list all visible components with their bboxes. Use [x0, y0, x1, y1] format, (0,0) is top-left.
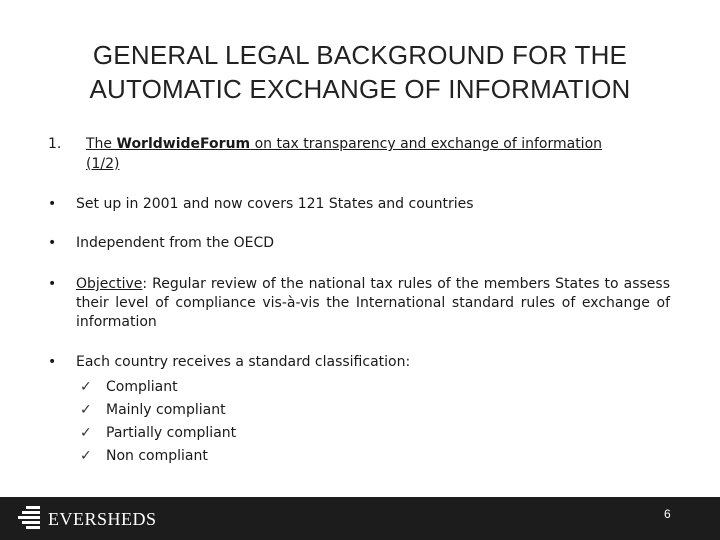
- heading-bold-forum: Forum: [200, 136, 251, 152]
- bullet-item: [48, 275, 670, 332]
- check-icon: ✓: [80, 448, 92, 464]
- bullet-item: [48, 234, 670, 253]
- list-item: [76, 422, 670, 445]
- page-number: 6: [664, 507, 671, 521]
- slide-title: [40, 38, 680, 106]
- bullet-dot: •: [48, 276, 57, 292]
- bullet-text: Each country receives a standard classification:: [76, 354, 411, 370]
- bullet-dot: •: [48, 235, 57, 251]
- classification-list: [76, 376, 670, 468]
- bullet-text: Set up in 2001 and now covers 121 States and countries: [76, 196, 474, 212]
- heading-rest: on tax transparency and exchange of information: [250, 136, 603, 152]
- classification-label: Mainly compliant: [106, 402, 226, 418]
- section-heading-text: [86, 134, 673, 174]
- heading-line-2: (1/2): [86, 156, 120, 172]
- classification-label: Partially compliant: [106, 425, 237, 441]
- list-item: [76, 399, 670, 422]
- heading-bold-worldwide: Worldwide: [116, 136, 201, 152]
- eversheds-logo: [16, 505, 157, 533]
- check-icon: ✓: [80, 425, 92, 441]
- bullet-item: [48, 353, 670, 468]
- list-item: [76, 445, 670, 468]
- section-heading: [48, 134, 673, 174]
- title-line-1: GENERAL LEGAL BACKGROUND FOR THE: [92, 40, 628, 70]
- logo-text: EVERSHEDS: [48, 508, 157, 529]
- bullet-item: [48, 195, 670, 214]
- check-icon: ✓: [80, 402, 92, 418]
- classification-label: Non compliant: [106, 448, 208, 464]
- objective-label: Objective: [76, 276, 143, 292]
- classification-label: Compliant: [106, 379, 178, 395]
- check-icon: ✓: [80, 379, 92, 395]
- list-item: [76, 376, 670, 399]
- bullet-dot: •: [48, 354, 57, 370]
- bullet-text: [76, 275, 670, 332]
- bullet-dot: •: [48, 196, 57, 212]
- section-number: 1.: [48, 136, 62, 152]
- footer-bar: [0, 497, 720, 540]
- objective-text: : Regular review of the national tax rules of the members States to assess their level of compliance vis-à-vis the International standard rules of exchange of information: [76, 276, 670, 330]
- bullet-text: Independent from the OECD: [76, 235, 275, 251]
- eversheds-logo-icon: [16, 505, 42, 533]
- heading-prefix: The: [86, 136, 117, 152]
- title-line-2: AUTOMATIC EXCHANGE OF INFORMATION: [89, 74, 631, 104]
